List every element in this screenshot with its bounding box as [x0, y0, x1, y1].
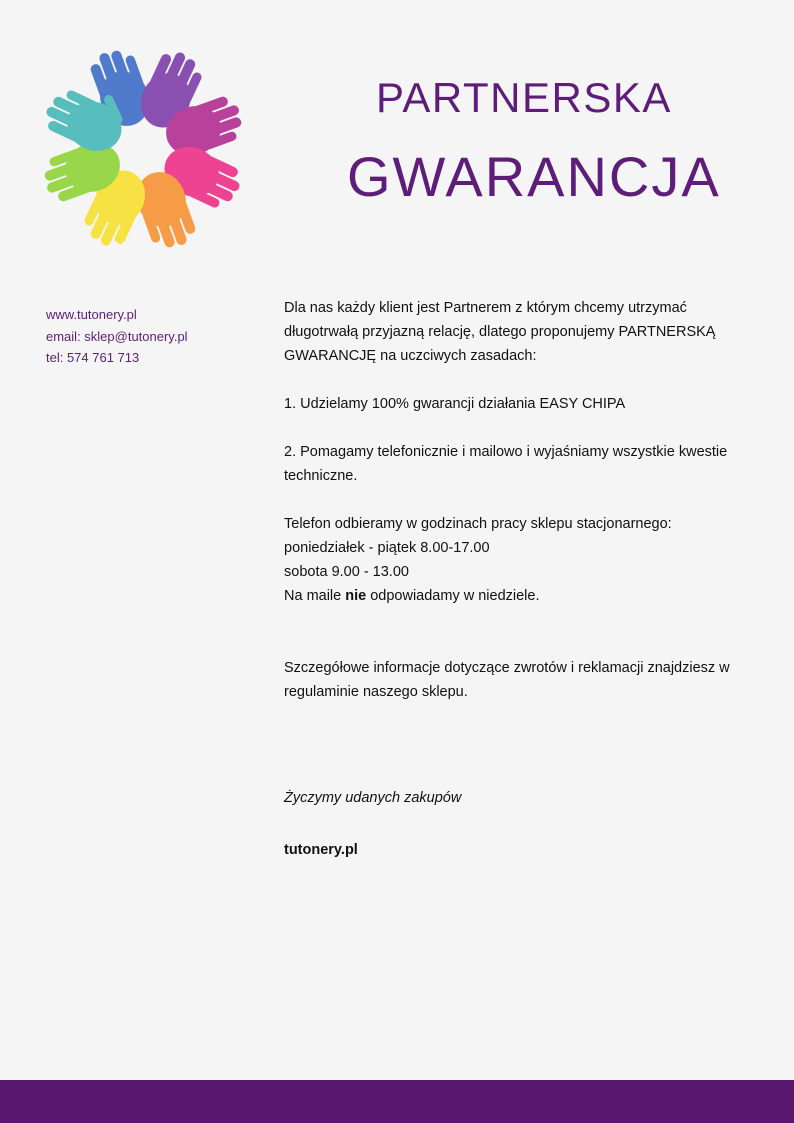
phone-number[interactable]: tel: 574 761 713: [46, 350, 140, 365]
email-note-before: Na maile: [284, 588, 346, 604]
contact-info: [46, 304, 188, 369]
guarantee-content: [284, 296, 754, 862]
email-note-after: odpowiadamy w niedziele.: [366, 588, 540, 604]
intro-line-1: Dla nas każdy klient jest Partnerem z którym chcemy utrzymać: [284, 300, 687, 316]
intro-line-3: GWARANCJĘ na uczciwych zasadach:: [284, 348, 537, 364]
colorful-hands-circle-logo: [32, 38, 254, 260]
hours-weekdays: poniedziałek - piątek 8.00-17.00: [284, 540, 490, 556]
hours-saturday: sobota 9.00 - 13.00: [284, 564, 409, 580]
intro-line-2: długotrwałą przyjazną relację, dlatego proponujemy PARTNERSKĄ: [284, 324, 716, 340]
signature: tutonery.pl: [284, 842, 358, 858]
email-link[interactable]: email: sklep@tutonery.pl: [46, 328, 188, 344]
title-partnerska: PARTNERSKA: [376, 74, 672, 121]
email-note-bold: nie: [345, 588, 367, 604]
title-gwarancja: GWARANCJA: [347, 145, 721, 208]
point-2-line-1: 2. Pomagamy telefonicznie i mailowo i wyjaśniamy wszystkie kwestie: [284, 444, 728, 460]
point-2-line-2: techniczne.: [284, 468, 358, 484]
website-link[interactable]: www.tutonery.pl: [46, 307, 137, 322]
phone-hours-intro: Telefon odbieramy w godzinach pracy sklepu stacjonarnego:: [284, 516, 672, 532]
returns-line-1: Szczegółowe informacje dotyczące zwrotów i reklamacji znajdziesz w: [284, 660, 730, 676]
email-note: [284, 584, 754, 608]
point-1: 1. Udzielamy 100% gwarancji działania EASY CHIPA: [284, 396, 626, 412]
footer-bar: [0, 1080, 794, 1123]
closing-wish: Życzymy udanych zakupów: [284, 790, 462, 806]
returns-line-2: regulaminie naszego sklepu.: [284, 684, 468, 700]
